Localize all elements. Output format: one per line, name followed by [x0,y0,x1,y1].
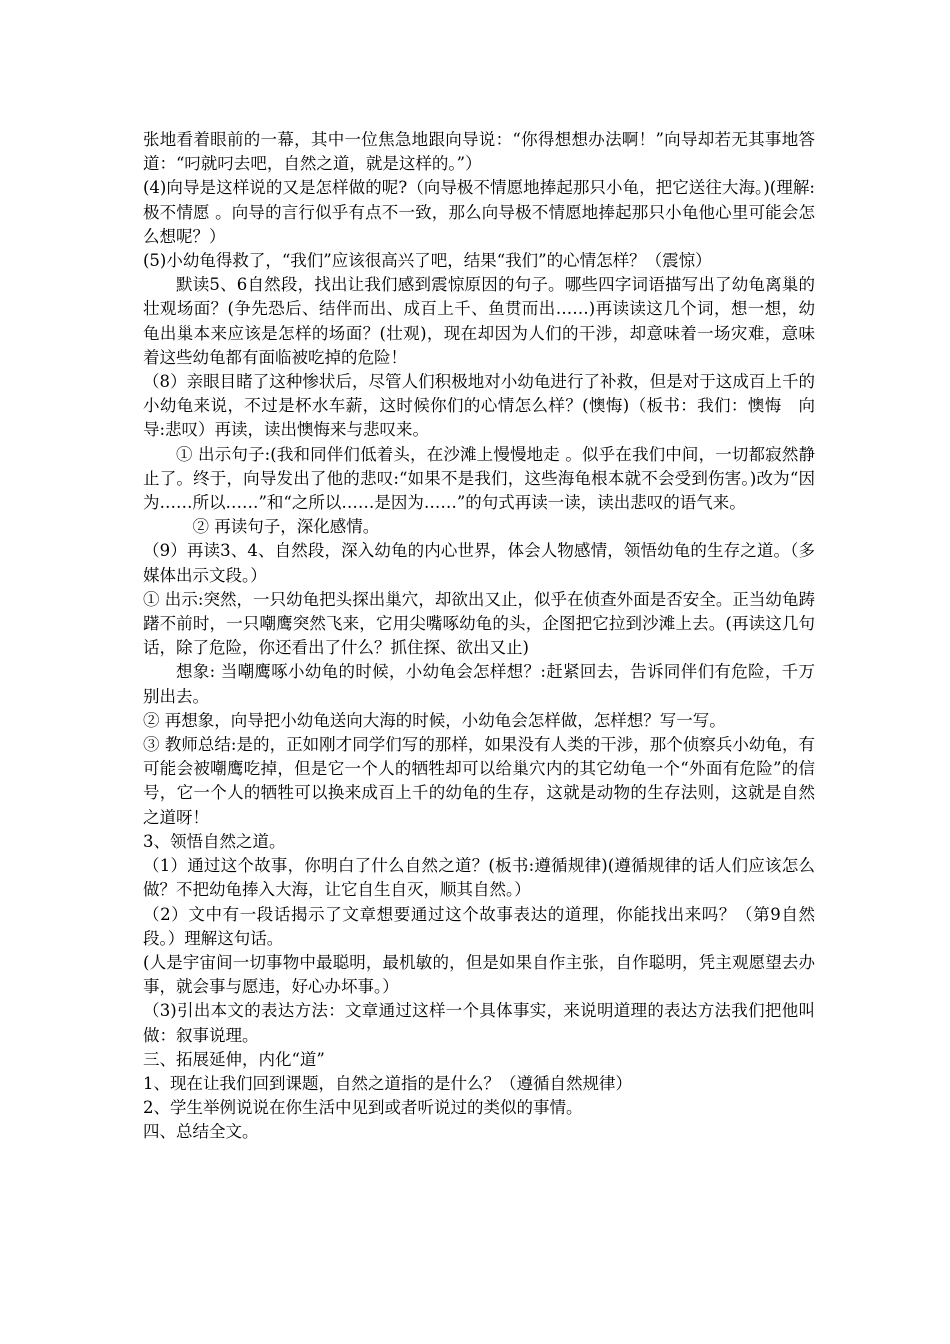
paragraph-question-8: （8）亲眼目睹了这种惨状后，尽管人们积极地对小幼龟进行了补救，但是对于这成百上千的小幼龟来说，不过是杯水车薪，这时候你们的心情怎么样？(懊悔)（板书：我们：懊悔 向导:悲叹）再读，读出懊悔来与悲叹来。 [143,372,815,440]
section-heading-extend: 三、拓展延伸，内化“道” [143,1049,325,1069]
paragraph-show-passage: ① 出示:突然，一只幼龟把头探出巢穴，却欲出又止，似乎在侦查外面是否安全。正当幼龟踌躇不前时，一只嘲鹰突然飞来，它用尖嘴啄幼龟的头，企图把它拉到沙滩上去。(再读这几句话，除了危险，你还看出了什么？抓住探、欲出又止) [143,589,815,658]
paragraph-imagine: 想象: 当嘲鹰啄小幼龟的时候，小幼龟会怎样想？:赶紧回去，告诉同伴们有危险，千万别出去。 [143,662,815,706]
paragraph-item-1: （1）通过这个故事，你明白了什么自然之道？(板书:遵循规律)(遵循规律的话人们应该怎么做？不把幼龟捧入大海，让它自生自灭，顺其自然。） [143,856,815,900]
section-heading-summary: 四、总结全文。 [143,1122,259,1142]
paragraph-teacher-summary: ③ 教师总结:是的，正如刚才同学们写的那样，如果没有人类的干涉，那个侦察兵小幼龟，有可能会被嘲鹰吃掉，但是它一个人的牺牲却可以给巢穴内的其它幼龟一个“外面有危险”的信号，它一个人的牺牲可以换来成百上千的幼龟的生存，这就是动物的生存法则，这就是自然之道呀！ [143,735,815,827]
section-heading-3: 3、领悟自然之道。 [143,831,286,851]
paragraph-continuation: 张地看着眼前的一幕，其中一位焦急地跟向导说：“你得想想办法啊！”向导却若无其事地答道：“叼就叼去吧，自然之道，就是这样的。”） [143,130,815,174]
paragraph-show-sentence: ① 出示句子:(我和同伴们低着头，在沙滩上慢慢地走 。似乎在我们中间，一切都寂然静止了。终于，向导发出了他的悲叹:“如果不是我们，这些海龟根本就不会受到伤害。)改为“因为……所以……”和“之所以……是因为……”的句式再读一读，读出悲叹的语气来。 [143,444,815,513]
paragraph-imagine-again: ② 再想象，向导把小幼龟送向大海的时候，小幼龟会怎样做，怎样想？写一写。 [143,710,726,730]
document-body [143,128,815,1145]
paragraph-extend-1: 1、现在让我们回到课题，自然之道指的是什么？（遵循自然规律） [143,1073,632,1093]
paragraph-extend-2: 2、学生举例说说在你生活中见到或者听说过的类似的事情。 [143,1098,583,1118]
paragraph-question-4: (4)向导是这样说的又是怎样做的呢?（向导极不情愿地捧起那只小龟，把它送往大海。)(理解:极不情愿 。向导的言行似乎有点不一致，那么向导极不情愿地捧起那只小龟他心里可能会怎么想呢？） [143,178,815,246]
paragraph-silent-reading: 默读5、6自然段，找出让我们感到震惊原因的句子。哪些四字词语描写出了幼龟离巢的壮观场面？(争先恐后、结伴而出、成百上千、鱼贯而出……)再读读这几个词，想一想，幼龟出巢本来应该是怎样的场面？(壮观)，现在却因为人们的干涉，却意味着一场灾难，意味着这些幼龟都有面临被吃掉的危险！ [143,275,815,367]
paragraph-item-2: （2）文中有一段话揭示了文章想要通过这个故事表达的道理，你能找出来吗？（第9自然段。）理解这句话。 [143,904,815,948]
paragraph-question-9: （9）再读3、4、自然段，深入幼龟的内心世界，体会人物感情，领悟幼龟的生存之道。（多媒体出示文段。） [143,541,815,585]
paragraph-explanation: (人是宇宙间一切事物中最聪明，最机敏的，但是如果自作主张，自作聪明，凭主观愿望去办事，就会事与愿违，好心办坏事。） [143,952,815,997]
paragraph-item-3: （3)引出本文的表达方法：文章通过这样一个具体事实，来说明道理的表达方法我们把他叫做：叙事说理。 [143,1001,815,1045]
paragraph-reread: ② 再读句子，深化感情。 [192,517,380,537]
paragraph-question-5: (5)小幼龟得救了，“我们”应该很高兴了吧，结果“我们”的心情怎样？（震惊） [143,251,712,271]
